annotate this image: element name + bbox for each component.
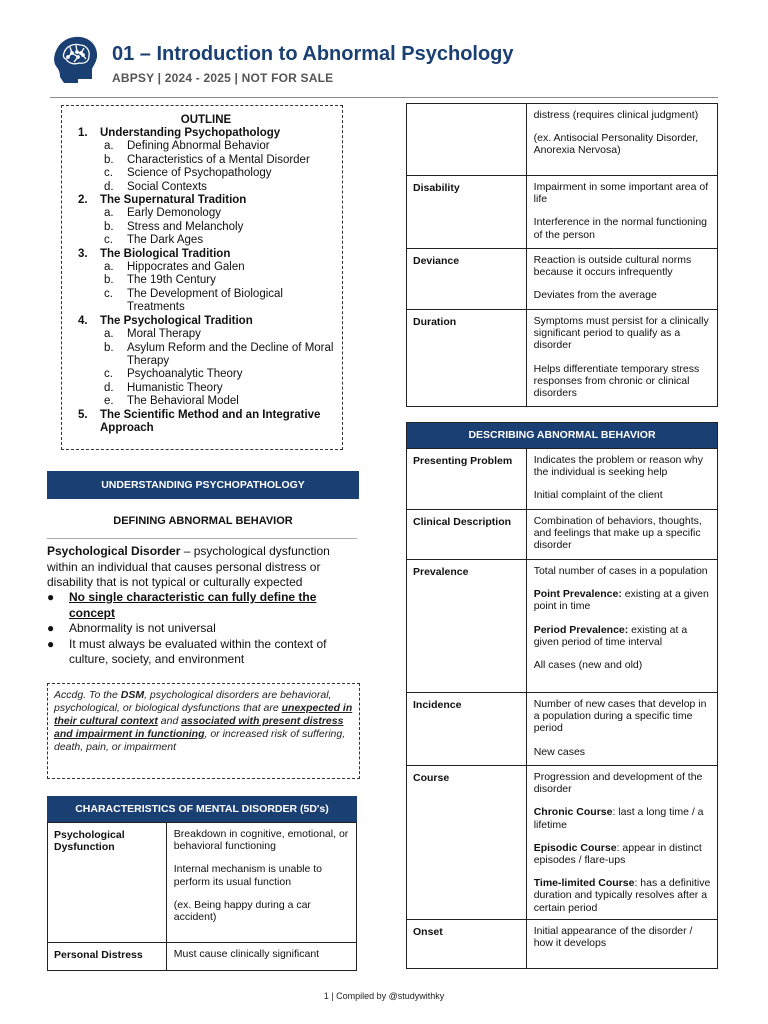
table-cell-description	[526, 919, 717, 968]
bullet-icon: ●	[47, 636, 55, 651]
outline-item	[76, 127, 336, 140]
dsm-emphasis: associated with present distress and impairment in functioning	[54, 715, 344, 740]
description-paragraph	[534, 771, 711, 795]
table-row	[48, 823, 357, 943]
outline-subitem	[76, 140, 336, 153]
outline-item-label: Understanding Psychopathology	[100, 127, 281, 139]
table-cell-description	[526, 560, 717, 693]
outline-subitem-label: Humanistic Theory	[127, 381, 223, 394]
page-header	[50, 33, 720, 97]
table-row	[407, 176, 718, 249]
table-cell-description	[526, 510, 717, 560]
description-paragraph	[534, 454, 711, 478]
outline-subitem-label: Asylum Reform and the Decline of Moral Therapy	[127, 341, 334, 367]
table-row	[407, 693, 718, 766]
description-paragraph: (ex. Antisocial Personality Disorder, Anorexia Nervosa)	[533, 132, 699, 157]
table-cell-description	[526, 249, 717, 310]
outline-subitem	[76, 181, 336, 194]
table-cell-description	[526, 310, 717, 407]
outline-item-number: 1.	[78, 127, 88, 139]
table-5ds-right	[406, 103, 718, 407]
description-paragraph: Breakdown in cognitive, emotional, or behavioral functioning	[173, 828, 349, 853]
outline-item-number: 3.	[78, 247, 88, 260]
table-cell-term: Psychological Dysfunction	[48, 823, 167, 943]
description-paragraph: Helps differentiate temporary stress responses from chronic or clinical disorders	[533, 362, 700, 400]
page-title: 01 – Introduction to Abnormal Psychology	[112, 43, 514, 65]
table-cell-description	[526, 176, 717, 249]
bullet-icon: ●	[47, 621, 55, 635]
section-header-5ds: CHARACTERISTICS OF MENTAL DISORDER (5D's)	[47, 796, 357, 822]
description-text: Progression and development of the disorder	[533, 771, 703, 796]
outline-subitem-label: Moral Therapy	[127, 328, 201, 341]
outline-subitem-letter: c.	[104, 234, 113, 247]
table-cell-term: Presenting Problem	[407, 449, 527, 510]
outline-subitem	[76, 382, 336, 395]
outline-subitem-label: The Development of Biological Treatments	[127, 287, 283, 314]
outline-subitem	[76, 342, 336, 369]
description-paragraph	[534, 565, 711, 577]
table-row	[407, 449, 718, 510]
table-cell-description	[526, 449, 717, 510]
table-cell-description	[166, 943, 356, 971]
table-row	[407, 510, 718, 560]
dsm-term: DSM	[120, 689, 145, 701]
outline-subitem	[76, 154, 336, 167]
table-cell-term: Disability	[407, 176, 527, 249]
outline-subitem-letter: b.	[104, 220, 114, 233]
outline-box	[61, 105, 343, 450]
description-emphasis: Period Prevalence:	[533, 623, 629, 636]
description-emphasis: Episodic Course	[533, 841, 617, 854]
table-describing-abnormal-behavior	[406, 422, 718, 969]
bullet-text: Abnormality is not universal	[69, 621, 216, 635]
description-paragraph	[534, 489, 711, 501]
table-cell-term	[407, 104, 527, 176]
outline-subitem-letter: d.	[104, 180, 114, 193]
table-cell-description	[526, 693, 717, 766]
outline-item-label: The Scientific Method and an Integrative Approach	[100, 408, 321, 434]
description-text: existing at a given period of time interval	[533, 623, 688, 648]
description-text: : has a definitive duration and typically resolves after a certain period	[533, 877, 711, 914]
description-paragraph	[534, 877, 711, 914]
outline-subitem-letter: d.	[104, 381, 114, 394]
description-paragraph	[534, 515, 711, 552]
table-5ds-left	[47, 822, 357, 971]
description-emphasis: Point Prevalence:	[533, 588, 622, 601]
page-footer: 1 | Compiled by @studywithky	[323, 991, 445, 1001]
description-text: existing at a given point in time	[533, 588, 709, 613]
outline-item-number: 4.	[78, 314, 88, 327]
description-text: : appear in distinct episodes / flare-ups	[533, 841, 702, 867]
description-text: : last a long time / a lifetime	[533, 806, 704, 831]
outline-subitem-letter: a.	[104, 207, 114, 220]
outline-subitem	[76, 288, 336, 315]
outline-subitem-label: The 19th Century	[127, 274, 216, 287]
definition-term: Psychological Disorder	[47, 544, 181, 558]
dsm-note-text: , psychological disorders are behavioral, psychological, or biological dysfunctions that are	[54, 689, 332, 714]
description-paragraph: Internal mechanism is unable to perform its usual function	[173, 863, 323, 888]
table-cell-term: Clinical Description	[407, 510, 527, 560]
header-divider	[50, 97, 718, 98]
bullet-text: No single characteristic can fully define the concept	[69, 590, 317, 620]
table-cell-term: Personal Distress	[48, 943, 167, 971]
description-paragraph: Deviates from the average	[533, 289, 657, 302]
table-cell-description	[526, 766, 717, 920]
outline-subitem-label: The Dark Ages	[127, 234, 204, 247]
bullet-list	[47, 590, 359, 668]
dsm-note-text: , or increased risk of suffering, death, pain, or impairment	[54, 728, 346, 753]
outline-subitem-label: Science of Psychopathology	[127, 167, 272, 180]
outline-subitem-letter: a.	[104, 261, 114, 274]
outline-subitem	[76, 207, 336, 220]
table-header: DESCRIBING ABNORMAL BEHAVIOR	[407, 423, 718, 449]
head-brain-icon	[50, 33, 102, 85]
outline-subitem-label: The Behavioral Model	[127, 395, 239, 408]
outline-subitem-label: Psychoanalytic Theory	[127, 368, 243, 381]
description-paragraph: (ex. Being happy during a car accident)	[173, 898, 311, 924]
description-paragraph: Impairment in some important area of life	[533, 181, 709, 206]
outline-subitem-letter: b.	[104, 341, 114, 354]
outline-subitem-label: Characteristics of a Mental Disorder	[127, 153, 310, 166]
description-text: Combination of behaviors, thoughts, and feelings that make up a specific disorder	[533, 515, 702, 552]
outline-item-label: The Supernatural Tradition	[100, 194, 247, 207]
outline-subitem-label: Stress and Melancholy	[127, 220, 244, 233]
table-row	[407, 104, 718, 176]
description-paragraph: Reaction is outside cultural norms because it occurs infrequently	[533, 254, 692, 279]
outline-title: OUTLINE	[180, 114, 232, 126]
page-subtitle: ABPSY | 2024 - 2025 | NOT FOR SALE	[112, 71, 334, 85]
subheading-divider	[47, 538, 357, 539]
list-item	[47, 621, 359, 637]
description-paragraph: distress (requires clinical judgment)	[533, 109, 699, 121]
outline-subitem-label: Hippocrates and Galen	[127, 261, 245, 274]
outline-item-label: The Biological Tradition	[100, 247, 231, 260]
table-cell-term: Deviance	[407, 249, 527, 310]
outline-subitem-letter: c.	[104, 167, 113, 180]
subheading-defining-abnormal-behavior: DEFINING ABNORMAL BEHAVIOR	[113, 515, 293, 527]
bullet-icon: ●	[47, 590, 55, 604]
table-row	[407, 310, 718, 407]
description-text: Initial appearance of the disorder / how it develops	[533, 924, 693, 950]
description-text: New cases	[533, 745, 586, 758]
table-row	[407, 560, 718, 693]
description-emphasis: Chronic Course	[533, 806, 613, 819]
outline-subitem	[76, 328, 336, 341]
outline-subitem	[76, 234, 336, 247]
outline-subitem	[76, 221, 336, 234]
description-paragraph	[534, 624, 711, 648]
outline-item-number: 2.	[78, 194, 88, 207]
outline-subitem	[76, 274, 336, 287]
outline-subitem-letter: a.	[104, 140, 114, 153]
table-cell-term: Prevalence	[407, 560, 527, 693]
outline-subitem	[76, 167, 336, 180]
outline-item-label: The Psychological Tradition	[100, 314, 253, 327]
description-paragraph	[534, 659, 711, 671]
outline-list	[76, 127, 336, 435]
description-text: Total number of cases in a population	[533, 565, 708, 577]
description-text: Number of new cases that develop in a population during a specific time period	[533, 698, 707, 735]
outline-item	[76, 315, 336, 328]
outline-item	[76, 248, 336, 261]
table-row	[48, 943, 357, 971]
table-cell-description	[166, 823, 356, 943]
outline-subitem-letter: b.	[104, 274, 114, 287]
description-paragraph	[534, 588, 711, 612]
table-cell-description	[526, 104, 717, 176]
dsm-note-text: and	[157, 715, 182, 727]
outline-subitem-letter: a.	[104, 328, 114, 341]
description-paragraph: Symptoms must persist for a clinically significant period to qualify as a disorder	[533, 315, 709, 352]
description-emphasis: Time-limited Course	[533, 877, 635, 890]
outline-subitem-label: Defining Abnormal Behavior	[127, 140, 270, 153]
definition-text: – psychological dysfunction within an individual that causes personal distress or disability that is not typical or culturally expected	[47, 544, 330, 589]
description-paragraph	[534, 806, 711, 830]
description-text: Indicates the problem or reason why the individual is seeking help	[533, 454, 703, 479]
section-header-understanding: UNDERSTANDING PSYCHOPATHOLOGY	[47, 471, 359, 499]
table-cell-term: Incidence	[407, 693, 527, 766]
outline-subitem-letter: e.	[104, 395, 114, 408]
outline-item-number: 5.	[78, 408, 88, 421]
table-row	[407, 249, 718, 310]
outline-subitem	[76, 395, 336, 408]
bullet-text: It must always be evaluated within the context of culture, society, and environment	[69, 636, 327, 666]
definition-paragraph	[47, 544, 359, 591]
table-cell-term: Course	[407, 766, 527, 920]
table-cell-term: Onset	[407, 919, 527, 968]
outline-subitem-letter: c.	[104, 287, 113, 300]
table-cell-term: Duration	[407, 310, 527, 407]
description-paragraph	[534, 842, 711, 866]
outline-subitem	[76, 261, 336, 274]
description-paragraph: Interference in the normal functioning of the person	[533, 216, 708, 241]
dsm-note-box	[47, 683, 360, 779]
dsm-emphasis: unexpected in their cultural context	[54, 702, 353, 727]
outline-subitem-label: Early Demonology	[127, 207, 221, 220]
description-text: Initial complaint of the client	[533, 489, 663, 502]
list-item	[47, 590, 359, 621]
description-paragraph: Must cause clinically significant	[173, 948, 320, 960]
outline-item	[76, 194, 336, 207]
dsm-note-text: Accdg. To the	[54, 689, 121, 701]
outline-subitem-letter: b.	[104, 153, 114, 166]
list-item	[47, 637, 359, 668]
outline-item	[76, 409, 336, 436]
outline-subitem-letter: c.	[104, 368, 113, 381]
outline-subitem	[76, 368, 336, 381]
outline-subitem-label: Social Contexts	[127, 180, 207, 193]
description-paragraph	[534, 698, 711, 735]
description-paragraph	[534, 925, 711, 949]
table-row	[407, 919, 718, 968]
description-text: All cases (new and old)	[533, 659, 643, 672]
description-paragraph	[534, 746, 711, 758]
table-row	[407, 766, 718, 920]
